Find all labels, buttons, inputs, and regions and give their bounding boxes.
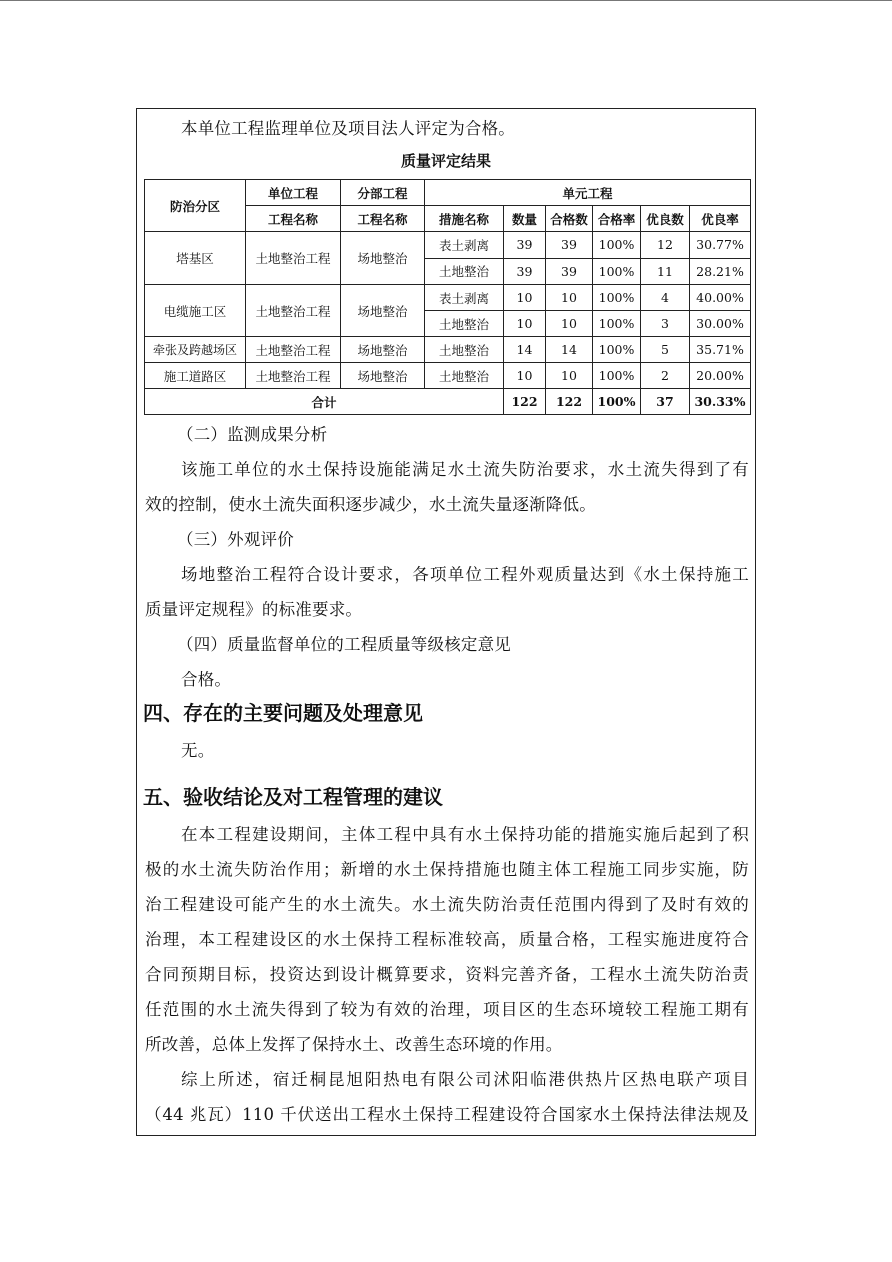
cell-sub: 场地整治 bbox=[341, 232, 425, 285]
table-row bbox=[145, 232, 751, 259]
cell-measure: 土地整治 bbox=[425, 311, 504, 337]
header-sub-top: 分部工程 bbox=[341, 180, 425, 206]
heading-4-body: 无。 bbox=[181, 741, 215, 760]
header-element-group: 单元工程 bbox=[425, 180, 751, 206]
header-zone: 防治分区 bbox=[145, 180, 246, 232]
total-pass: 122 bbox=[546, 389, 593, 415]
cell-count: 39 bbox=[504, 232, 546, 259]
header-measure: 措施名称 bbox=[425, 206, 504, 232]
heading-5: 五、验收结论及对工程管理的建议 bbox=[143, 785, 443, 809]
heading-4: 四、存在的主要问题及处理意见 bbox=[143, 701, 423, 725]
table-row bbox=[145, 363, 751, 389]
header-unit-bottom: 工程名称 bbox=[246, 206, 341, 232]
cell-pass-rate: 100% bbox=[593, 337, 641, 363]
total-good-rate: 30.33% bbox=[690, 389, 751, 415]
page-top-rule bbox=[0, 0, 892, 1]
quality-table bbox=[144, 179, 751, 415]
cell-pass-rate: 100% bbox=[593, 363, 641, 389]
cell-good: 4 bbox=[641, 285, 690, 311]
conclusion-line: （44 兆瓦）110 千伏送出工程水土保持工程建设符合国家水土保持法律法规及 bbox=[145, 1105, 749, 1124]
cell-good-rate: 40.00% bbox=[690, 285, 751, 311]
heading-5-line: 治理，本工程建设区的水土保持工程标准较高，质量合格，工程实施进度符合 bbox=[145, 930, 749, 949]
cell-measure: 土地整治 bbox=[425, 337, 504, 363]
section-3-line: 质量评定规程》的标准要求。 bbox=[145, 600, 363, 619]
cell-measure: 表土剥离 bbox=[425, 232, 504, 259]
cell-sub: 场地整治 bbox=[341, 285, 425, 337]
table-row bbox=[145, 337, 751, 363]
total-label: 合计 bbox=[145, 389, 504, 415]
cell-good-rate: 20.00% bbox=[690, 363, 751, 389]
conclusion-line: 综上所述，宿迁桐昆旭阳热电有限公司沭阳临港供热片区热电联产项目 bbox=[181, 1070, 749, 1089]
header-count: 数量 bbox=[504, 206, 546, 232]
cell-count: 10 bbox=[504, 285, 546, 311]
section-4-body: 合格。 bbox=[181, 670, 232, 689]
header-good: 优良数 bbox=[641, 206, 690, 232]
table-row bbox=[145, 285, 751, 311]
total-count: 122 bbox=[504, 389, 546, 415]
cell-good: 2 bbox=[641, 363, 690, 389]
cell-zone: 塔基区 bbox=[145, 232, 246, 285]
cell-zone: 电缆施工区 bbox=[145, 285, 246, 337]
cell-unit: 土地整治工程 bbox=[246, 232, 341, 285]
section-2-line: 该施工单位的水土保持设施能满足水土流失防治要求，水土流失得到了有 bbox=[181, 460, 749, 479]
document-frame bbox=[136, 108, 756, 1136]
cell-good-rate: 30.77% bbox=[690, 232, 751, 259]
cell-good-rate: 30.00% bbox=[690, 311, 751, 337]
cell-good: 5 bbox=[641, 337, 690, 363]
cell-count: 10 bbox=[504, 311, 546, 337]
cell-pass: 39 bbox=[546, 258, 593, 285]
table-total-row bbox=[145, 389, 751, 415]
cell-count: 10 bbox=[504, 363, 546, 389]
cell-unit: 土地整治工程 bbox=[246, 363, 341, 389]
cell-count: 39 bbox=[504, 258, 546, 285]
heading-5-line: 任范围的水土流失得到了较为有效的治理，项目区的生态环境较工程施工期有 bbox=[145, 1000, 749, 1019]
cell-good: 12 bbox=[641, 232, 690, 259]
heading-5-line: 极的水土流失防治作用；新增的水土保持措施也随主体工程施工同步实施，防 bbox=[145, 860, 749, 879]
cell-unit: 土地整治工程 bbox=[246, 285, 341, 337]
heading-5-line: 在本工程建设期间，主体工程中具有水土保持功能的措施实施后起到了积 bbox=[181, 825, 749, 844]
cell-measure: 土地整治 bbox=[425, 258, 504, 285]
header-pass-rate: 合格率 bbox=[593, 206, 641, 232]
cell-measure: 土地整治 bbox=[425, 363, 504, 389]
heading-5-line: 所改善，总体上发挥了保持水土、改善生态环境的作用。 bbox=[145, 1035, 563, 1054]
cell-unit: 土地整治工程 bbox=[246, 337, 341, 363]
cell-pass: 10 bbox=[546, 311, 593, 337]
cell-good: 3 bbox=[641, 311, 690, 337]
cell-pass: 10 bbox=[546, 363, 593, 389]
cell-sub: 场地整治 bbox=[341, 363, 425, 389]
section-2-title: （二）监测成果分析 bbox=[177, 425, 328, 444]
cell-pass: 10 bbox=[546, 285, 593, 311]
header-pass: 合格数 bbox=[546, 206, 593, 232]
cell-good-rate: 35.71% bbox=[690, 337, 751, 363]
section-2-line: 效的控制，使水土流失面积逐步减少，水土流失量逐渐降低。 bbox=[145, 495, 596, 514]
section-3-line: 场地整治工程符合设计要求，各项单位工程外观质量达到《水土保持施工 bbox=[181, 565, 749, 584]
header-good-rate: 优良率 bbox=[690, 206, 751, 232]
cell-zone: 施工道路区 bbox=[145, 363, 246, 389]
table-caption: 质量评定结果 bbox=[400, 152, 491, 170]
cell-measure: 表土剥离 bbox=[425, 285, 504, 311]
cell-good-rate: 28.21% bbox=[690, 258, 751, 285]
header-unit-top: 单位工程 bbox=[246, 180, 341, 206]
heading-5-line: 合同预期目标，投资达到设计概算要求，资料完善齐备，工程水土流失防治责 bbox=[145, 965, 749, 984]
total-pass-rate: 100% bbox=[593, 389, 641, 415]
cell-zone: 牵张及跨越场区 bbox=[145, 337, 246, 363]
section-4-title: （四）质量监督单位的工程质量等级核定意见 bbox=[177, 635, 511, 654]
section-3-title: （三）外观评价 bbox=[177, 530, 294, 549]
cell-count: 14 bbox=[504, 337, 546, 363]
cell-pass: 39 bbox=[546, 232, 593, 259]
intro-line: 本单位工程监理单位及项目法人评定为合格。 bbox=[181, 119, 515, 138]
cell-pass-rate: 100% bbox=[593, 258, 641, 285]
total-good: 37 bbox=[641, 389, 690, 415]
header-sub-bottom: 工程名称 bbox=[341, 206, 425, 232]
table-header-row bbox=[145, 180, 751, 206]
cell-pass: 14 bbox=[546, 337, 593, 363]
heading-5-line: 治工程建设可能产生的水土流失。水土流失防治责任范围内得到了及时有效的 bbox=[145, 895, 749, 914]
cell-good: 11 bbox=[641, 258, 690, 285]
cell-pass-rate: 100% bbox=[593, 232, 641, 259]
cell-pass-rate: 100% bbox=[593, 285, 641, 311]
cell-pass-rate: 100% bbox=[593, 311, 641, 337]
cell-sub: 场地整治 bbox=[341, 337, 425, 363]
